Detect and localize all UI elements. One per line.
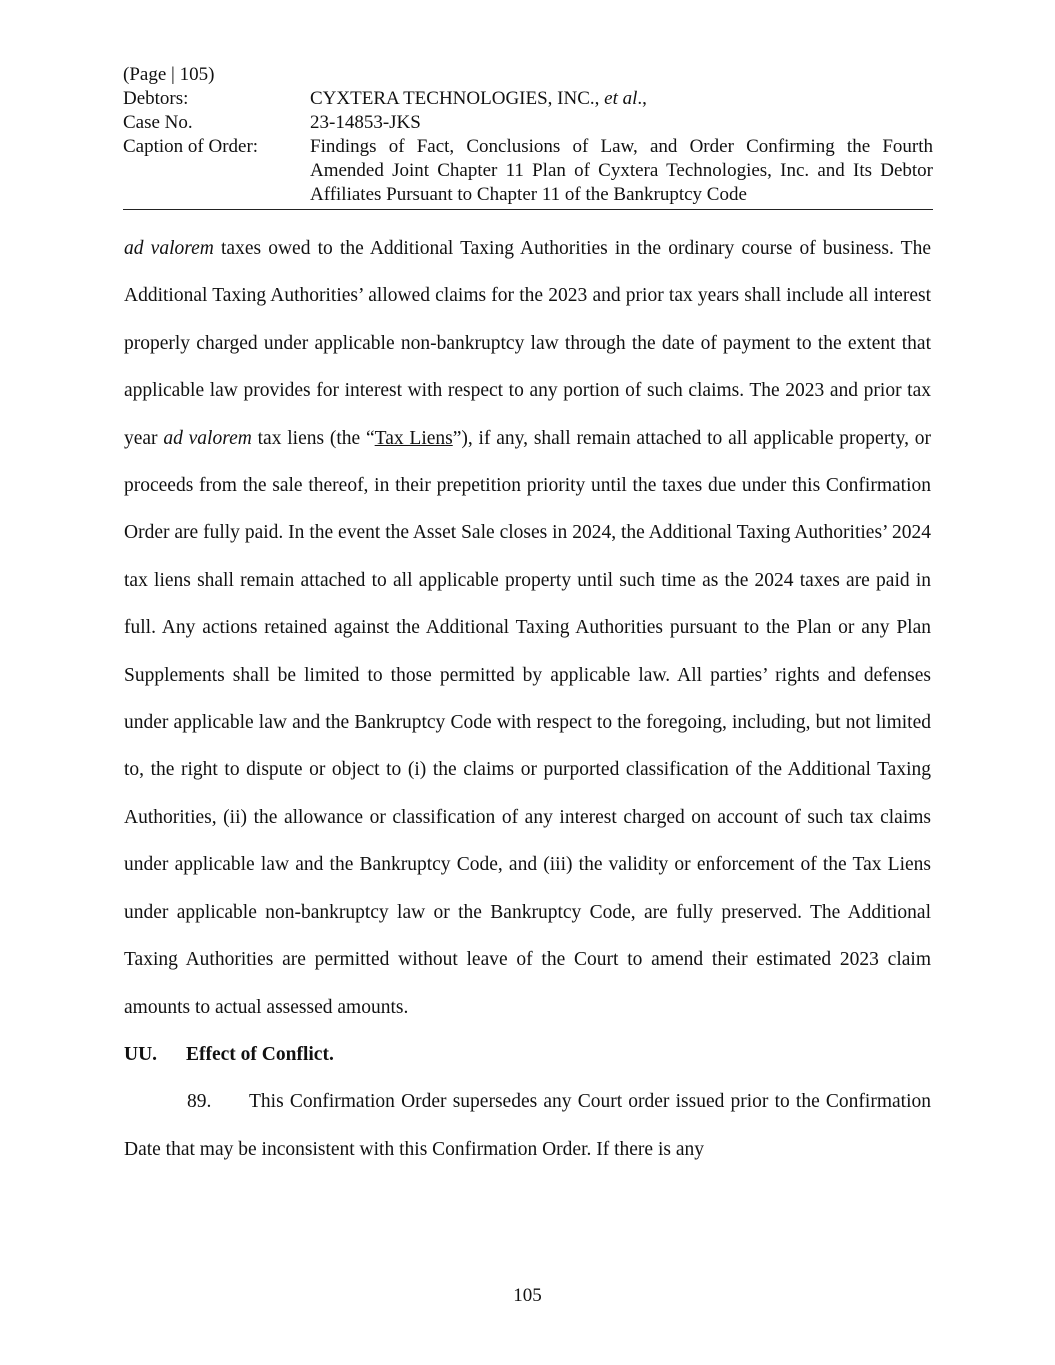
document-body [124, 225, 931, 1173]
case-number-value: 23-14853-JKS [310, 112, 421, 133]
debtors-row [123, 87, 933, 111]
page-number: 105 [513, 1285, 542, 1306]
debtors-suffix: ., [637, 88, 647, 109]
section-title: Effect of Conflict. [186, 1043, 334, 1065]
paragraph-text-a: taxes owed to the Additional Taxing Authorities in the ordinary course of business. The Additional Taxing Authorities’ allowed claims for the 2023 and prior tax years shall include all interest properly charged under applicable non-bankruptcy law through the date of payment to the extent that applicable law provides for interest with respect to any portion of such claims. The 2023 and prior tax year [124, 238, 931, 449]
paragraph-text-b: tax liens (the “ [251, 427, 375, 449]
italic-ad-valorem-2: ad valorem [163, 427, 252, 449]
case-number-row [123, 111, 933, 135]
caption-row [123, 135, 933, 207]
caption-value: Findings of Fact, Conclusions of Law, and Order Confirming the Fourth Amended Joint Chapter 11 Plan of Cyxtera Technologies, Inc. and Its Debtor Affiliates Pursuant to Chapter 11 of the Bankruptcy Code [310, 136, 933, 205]
debtors-label: Debtors: [123, 88, 189, 109]
debtors-etal: et al [604, 88, 638, 109]
debtors-value [310, 87, 933, 111]
body-paragraph-tax [124, 225, 931, 1031]
defined-term-tax-liens: Tax Liens [374, 427, 453, 449]
caption-label: Caption of Order: [123, 136, 259, 157]
italic-ad-valorem: ad valorem [124, 238, 214, 259]
paragraph-text: This Confirmation Order supersedes any Court order issued prior to the Confirmation Date that may be inconsistent with this Confirmation Order. If there is any [124, 1091, 931, 1160]
paragraph-text-c: ”), if any, shall remain attached to all applicable property, or proceeds from the sale thereof, in their prepetition priority until the taxes due under this Confirmation Order are fully paid. In the event the Asset Sale closes in 2024, the Additional Taxing Authorities’ 2024 tax liens shall remain attached to all applicable property until such time as the 2024 taxes are paid in full. Any actions retained against the Additional Taxing Authorities pursuant to the Plan or any Plan Supplements shall be limited to those permitted by applicable law. All parties’ rights and defenses under applicable law and the Bankruptcy Code with respect to the foregoing, including, but not limited to, the right to dispute or object to (i) the claims or purported classification of the Additional Taxing Authorities, (ii) the allowance or classification of any interest charged on account of such tax claims under applicable law and the Bankruptcy Code, and (iii) the validity or enforcement of the Tax Liens under applicable non-bankruptcy law or the Bankruptcy Code, are fully preserved. The Additional Taxing Authorities are permitted without leave of the Court to amend their estimated 2023 claim amounts to actual assessed amounts. [124, 427, 932, 1018]
page-reference-row [123, 63, 933, 87]
case-header [123, 63, 933, 210]
page-reference: (Page | 105) [123, 64, 215, 85]
paragraph-number: 89. [187, 1091, 212, 1113]
debtors-name: CYXTERA TECHNOLOGIES, INC., [310, 88, 600, 109]
section-number: UU. [124, 1043, 158, 1065]
case-number-label: Case No. [123, 112, 193, 133]
section-heading [124, 1031, 931, 1078]
numbered-paragraph [124, 1078, 931, 1173]
